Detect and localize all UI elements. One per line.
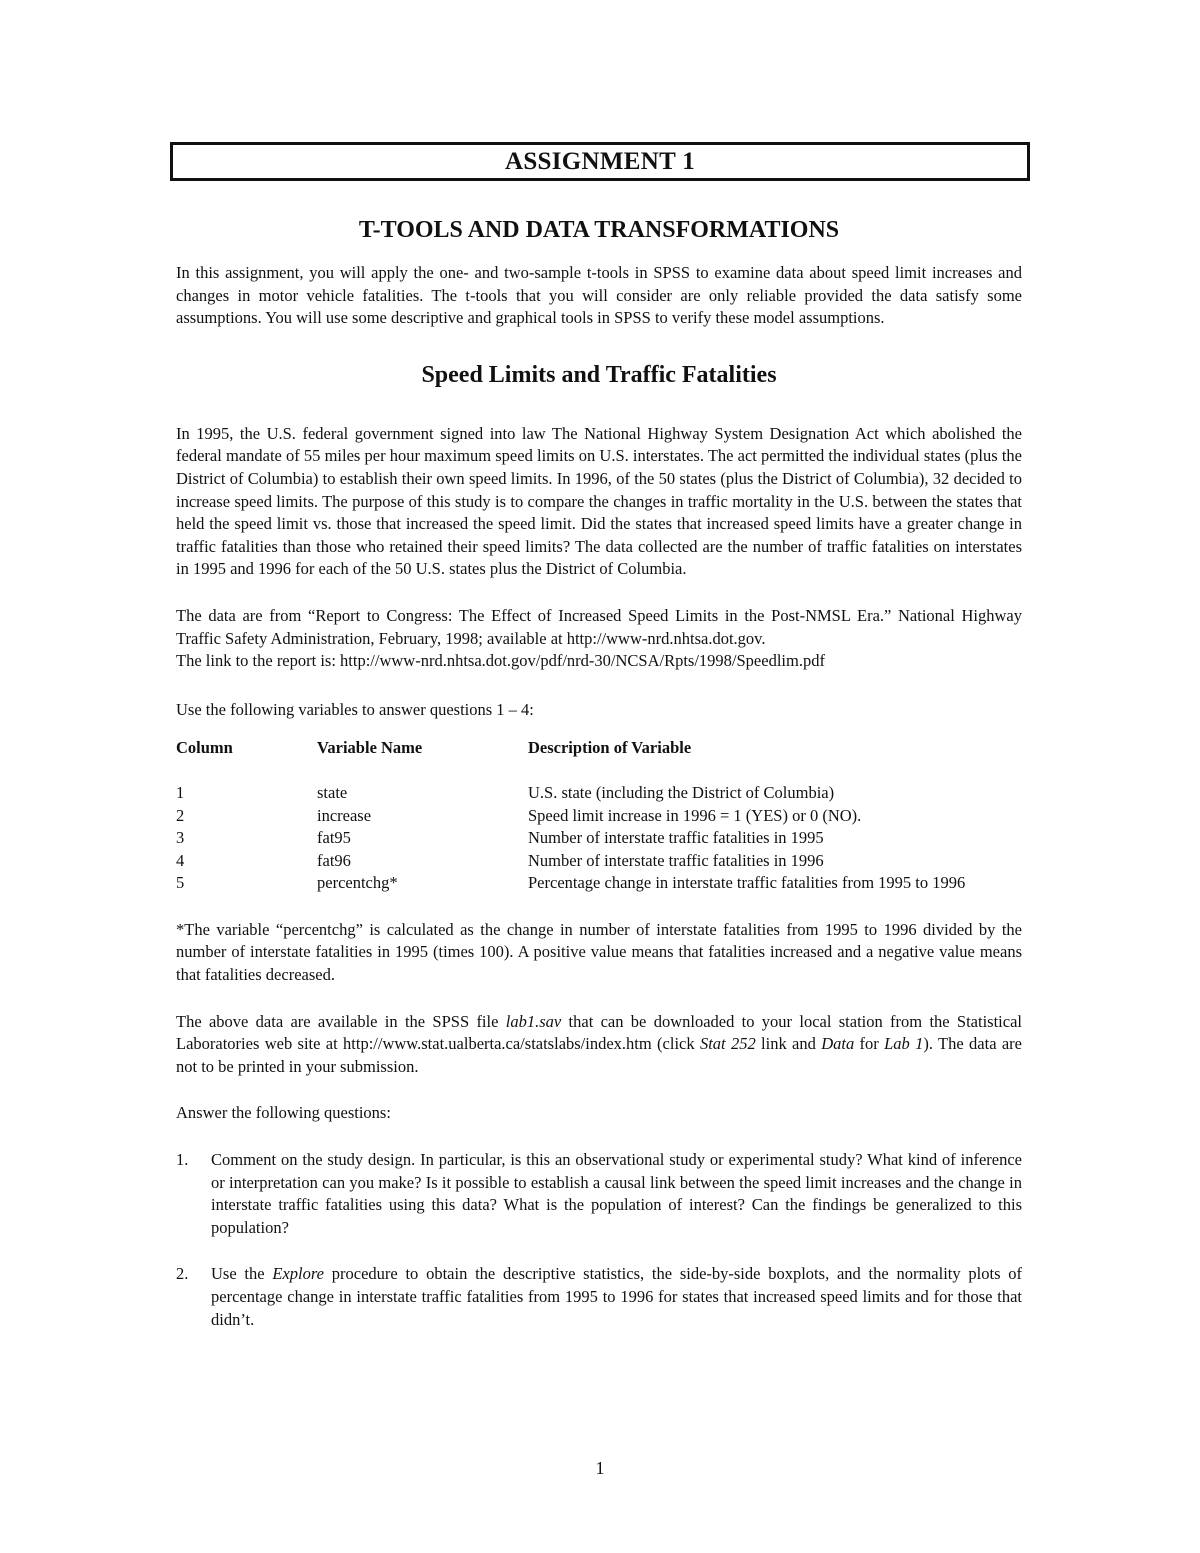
- variables-table: [176, 737, 1022, 895]
- text-fragment: for: [854, 1034, 885, 1054]
- data-availability-paragraph: [176, 1011, 1022, 1079]
- question-text: Comment on the study design. In particular, is this an observational study or experimental study? What kind of inference or interpretation can you make? Is it possible to establish a causal link between the speed limit increases and the change in interstate traffic fatalities using this data? What is the population of interest? Can the findings be generalized to this population?: [211, 1150, 1022, 1237]
- list-item: [176, 1263, 1022, 1331]
- text-fragment: procedure to obtain the descriptive statistics, the side-by-side boxplots, and the normality plots of percentage change in interstate traffic fatalities from 1995 to 1996 for states that increased speed limits and for those that didn’t.: [211, 1264, 1022, 1329]
- text-fragment: Use the: [211, 1264, 273, 1284]
- variable-description: Number of interstate traffic fatalities in 1996: [528, 850, 824, 870]
- question-text: [211, 1263, 1022, 1331]
- header-variable-name: Variable Name: [317, 738, 423, 758]
- table-row: [176, 827, 1022, 850]
- table-row: [176, 872, 1022, 895]
- data-source-paragraph: [176, 605, 1022, 673]
- variable-name: state: [317, 782, 348, 802]
- column-number: 3: [176, 828, 185, 848]
- data-source-citation: The data are from “Report to Congress: The Effect of Increased Speed Limits in the Post-NMSL Era.” National Highway Traffic Safety Administration, February, 1998; available at http://www-nrd.nhtsa.dot.gov.: [176, 605, 1022, 648]
- percentchg-footnote: *The variable “percentchg” is calculated as the change in number of interstate fatalities from 1995 to 1996 divided by the number of interstate fatalities in 1995 (times 100). A positive value means that fatalities increased and a negative value means that fatalities decreased.: [176, 919, 1022, 985]
- variable-description: Percentage change in interstate traffic fatalities from 1995 to 1996: [528, 873, 966, 893]
- text-fragment: that can be downloaded to your local station from the Statistical Laboratories web site at http://www.stat.ualberta.ca/statslabs/index.htm (click: [176, 1011, 1022, 1054]
- background-paragraph: In 1995, the U.S. federal government signed into law The National Highway System Designation Act which abolished the federal mandate of 55 miles per hour maximum speed limits on U.S. interstates. The act permitted the individual states (plus the District of Columbia) to establish their own speed limits. In 1996, of the 50 states (plus the District of Columbia), 32 decided to increase speed limits. The purpose of this study is to compare the changes in traffic mortality in the U.S. between the states that held the speed limit vs. those that increased the speed limit. Did the states that increased speed limits have a greater change in traffic fatalities than those who retained their speed limits? The data collected are the number of traffic fatalities on interstates in 1995 and 1996 for each of the 50 U.S. states plus the District of Columbia.: [176, 423, 1022, 579]
- list-item: [176, 1149, 1022, 1239]
- report-link-line: The link to the report is: http://www-nrd.nhtsa.dot.gov/pdf/nrd-30/NCSA/Rpts/1998/Speedlim.pdf: [176, 651, 825, 671]
- question-number: 2.: [176, 1264, 189, 1284]
- stat-link-label: Stat 252: [699, 1034, 756, 1054]
- file-name: lab1.sav: [505, 1011, 562, 1031]
- assignment-title-box: [170, 142, 1030, 181]
- main-heading: T-TOOLS AND DATA TRANSFORMATIONS: [358, 217, 840, 243]
- questions-intro: Answer the following questions:: [176, 1103, 391, 1123]
- column-number: 4: [176, 850, 185, 870]
- variable-name: percentchg*: [317, 873, 398, 893]
- table-row: [176, 850, 1022, 873]
- section-heading: Speed Limits and Traffic Fatalities: [421, 361, 777, 388]
- text-fragment: link and: [755, 1034, 822, 1054]
- header-column: Column: [176, 738, 233, 758]
- questions-list: [176, 1149, 1022, 1331]
- column-number: 5: [176, 873, 185, 893]
- procedure-name: Explore: [272, 1264, 324, 1284]
- variable-name: fat95: [317, 828, 351, 848]
- table-row: [176, 805, 1022, 828]
- variable-description: Number of interstate traffic fatalities in 1995: [528, 828, 824, 848]
- assignment-title: ASSIGNMENT 1: [505, 147, 695, 175]
- variable-name: increase: [317, 805, 372, 825]
- variables-table-header: [176, 737, 1022, 782]
- page-content: [176, 142, 1022, 1355]
- column-number: 1: [176, 782, 185, 802]
- lab-label: Lab 1: [884, 1034, 924, 1054]
- question-number: 1.: [176, 1150, 189, 1170]
- header-description: Description of Variable: [528, 738, 692, 758]
- column-number: 2: [176, 805, 185, 825]
- variable-description: Speed limit increase in 1996 = 1 (YES) or 0 (NO).: [528, 805, 862, 825]
- data-label: Data: [821, 1034, 855, 1054]
- text-fragment: The above data are available in the SPSS file: [176, 1011, 506, 1031]
- table-row: [176, 782, 1022, 805]
- page-number: 1: [595, 1458, 605, 1478]
- variables-intro: Use the following variables to answer questions 1 – 4:: [176, 699, 534, 719]
- variable-description: U.S. state (including the District of Columbia): [528, 782, 835, 802]
- variable-name: fat96: [317, 850, 351, 870]
- text-fragment: ). The data are not to be printed in your submission.: [176, 1034, 1022, 1076]
- intro-paragraph: In this assignment, you will apply the one- and two-sample t-tools in SPSS to examine data about speed limit increases and changes in motor vehicle fatalities. The t-tools that you will consider are only reliable provided the data satisfy some assumptions. You will use some descriptive and graphical tools in SPSS to verify these model assumptions.: [176, 263, 1022, 328]
